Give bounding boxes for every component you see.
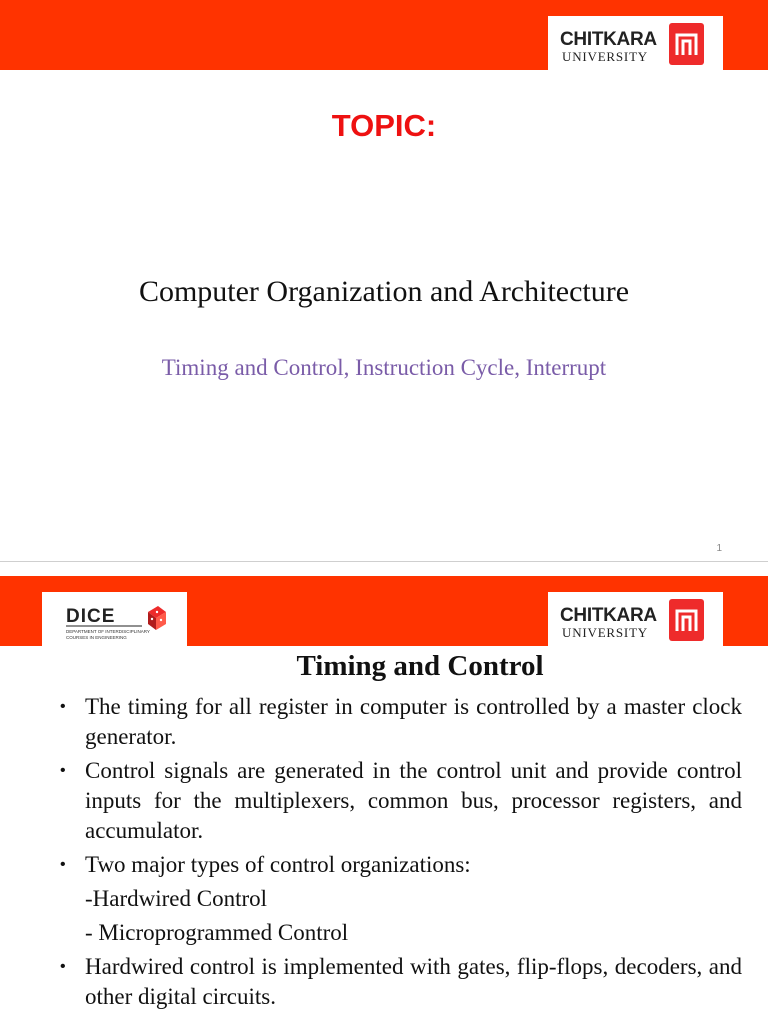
bullet-item xyxy=(60,756,742,846)
bullet-text: Two major types of control organizations: xyxy=(85,852,471,877)
presentation-subtitle: Timing and Control, Instruction Cycle, Interrupt xyxy=(161,355,607,380)
logo-main-text: CHITKARA xyxy=(560,29,657,50)
dice-logo xyxy=(42,592,187,646)
chitkara-logo-icon xyxy=(669,599,704,641)
dice-logo-sub2: COURSES IN ENGINEERING xyxy=(66,635,127,640)
bullet-list xyxy=(60,692,742,1016)
slide-2 xyxy=(0,562,768,1024)
bullet-dot-icon: • xyxy=(60,698,66,715)
dice-logo-sub1: DEPARTMENT OF INTERDISCIPLINARY xyxy=(66,629,150,634)
bullet-item xyxy=(60,692,742,752)
bullet-text: The timing for all register in computer is controlled by a master clock generator. xyxy=(85,694,742,749)
logo-sub-text: UNIVERSITY xyxy=(562,49,648,64)
page-number: 1 xyxy=(716,543,722,554)
bullet-text: Hardwired control is implemented with gates, flip-flops, decoders, and other digital circuits. xyxy=(85,954,742,1009)
dice-cube-icon xyxy=(148,606,166,630)
bullet-dot-icon: • xyxy=(60,762,66,779)
bullet-item xyxy=(60,850,742,880)
presentation-title: Computer Organization and Architecture xyxy=(138,275,630,308)
bullet-text: Control signals are generated in the control unit and provide control inputs for the multiplexers, common bus, processor registers, and accumulator. xyxy=(85,758,742,843)
chitkara-logo xyxy=(548,16,723,71)
logo-sub-text: UNIVERSITY xyxy=(562,625,648,640)
bullet-dot-icon: • xyxy=(60,958,66,975)
sub-item xyxy=(60,884,742,914)
chitkara-logo-text xyxy=(560,606,660,640)
sub-item-text: - Microprogrammed Control xyxy=(85,920,349,945)
logo-main-text: CHITKARA xyxy=(560,605,657,626)
chitkara-logo xyxy=(548,592,723,647)
topic-label: TOPIC: xyxy=(331,108,437,143)
sub-item-text: -Hardwired Control xyxy=(85,886,268,911)
chitkara-logo-icon xyxy=(669,23,704,65)
dice-logo-text: DICE xyxy=(66,606,116,627)
chitkara-logo-text xyxy=(560,30,660,64)
bullet-item xyxy=(60,952,742,1012)
sub-item xyxy=(60,918,742,948)
slide-title: Timing and Control xyxy=(296,650,544,682)
bullet-dot-icon: • xyxy=(60,856,66,873)
